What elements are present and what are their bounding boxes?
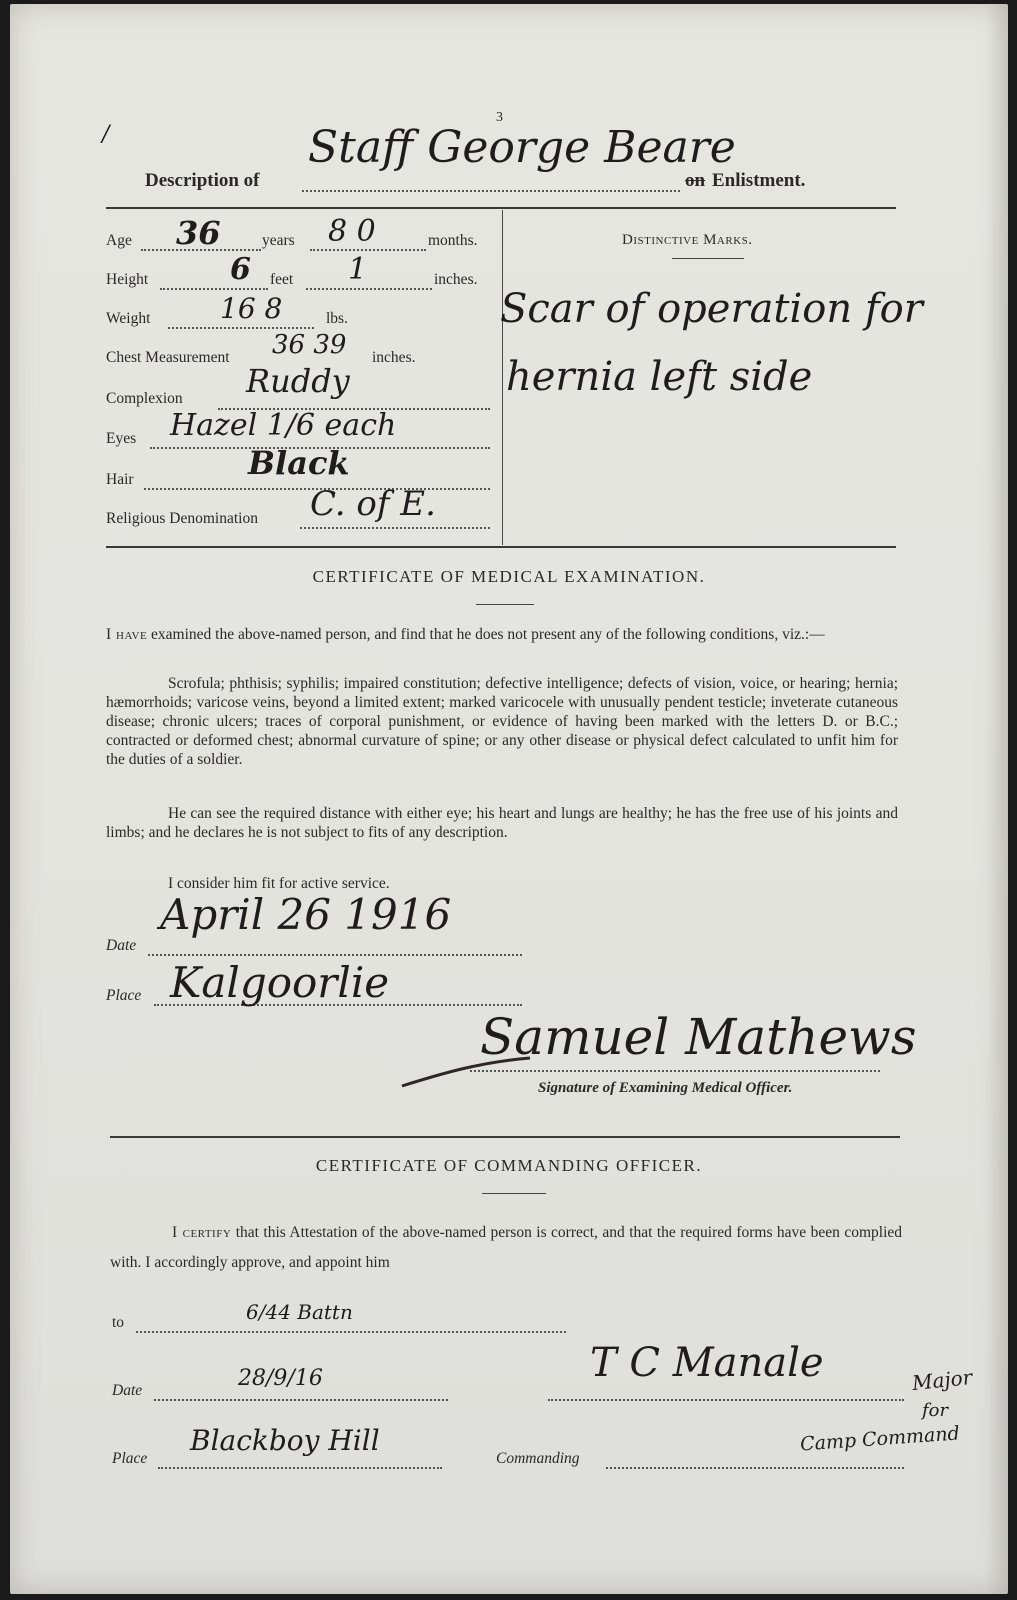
table-divider [502,210,503,545]
eyes-label: Eyes [106,430,137,447]
height-feet-value: 6 [230,252,251,287]
commanding-heading-rule [482,1193,546,1194]
co-rank: Major [910,1364,974,1396]
complexion-label: Complexion [106,390,183,407]
table-bottom-rule [106,546,896,548]
hair-value: Black [248,444,350,482]
medical-place-value: Kalgoorlie [170,958,390,1007]
page-edge [986,4,1008,1594]
medical-place-label: Place [106,987,142,1004]
distinctive-marks-line2: hernia left side [506,354,813,400]
medical-signature-label: Signature of Examining Medical Officer. [538,1080,793,1096]
months-label: months. [428,232,478,249]
table-top-rule [106,207,896,209]
distinctive-marks-underline [672,258,744,259]
medical-fit: I consider him fit for active service. [168,875,390,892]
age-years-value: 36 [176,214,221,252]
title-name: Staff George Beare [308,122,736,173]
medical-conditions: Scrofula; phthisis; syphilis; impaired constitution; defective intelligence; defects of vision, voice, or hearing; hernia; hæmorrhoids; varicose veins, beyond a limited extent; marked varicocele with unusually pendent testicle; inveterate cutaneous disease; chronic ulcers; traces of corporal punishment, or evidence of having been marked with the letters D. or B.C.; contracted or deformed chest; abnormal curvature of spine; or any other disease or physical defect calculated to unfit him for the duties of a soldier. [106,675,898,768]
co-signature: T C Manale [590,1340,824,1386]
age-months-value: 8 0 [328,214,376,249]
chest-label: Chest Measurement [106,349,230,366]
margin-mark: / [102,122,110,147]
weight-label: Weight [106,310,151,327]
commanding-heading: CERTIFICATE OF COMMANDING OFFICER. [315,1156,703,1175]
co-date-label: Date [112,1382,143,1399]
section-separator [110,1136,900,1138]
title-prefix: Description of [145,170,260,191]
medical-ability: He can see the required distance with either eye; his heart and lungs are healthy; he has the free use of his joints and limbs; and he declares he is not subject to fits of any description. [106,805,898,841]
signature-flourish [400,1054,540,1094]
commanding-certify-lead: I certify [172,1224,232,1241]
commanding-label: Commanding [496,1450,580,1467]
medical-intro [106,625,898,644]
height-inches-value: 1 [348,252,368,287]
title-dots [302,190,680,192]
to-value: 6/44 Battn [246,1300,353,1324]
height-label: Height [106,271,149,288]
hair-label: Hair [106,471,134,488]
commanding-certify-text: that this Attestation of the above-named person is correct, and that the required forms have been complied with. I accordingly approve, and appoint him [110,1224,903,1271]
distinctive-marks-line1: Scar of operation for [500,286,923,332]
weight-value: 16 8 [220,292,283,325]
years-label: years [262,232,295,249]
to-label: to [112,1314,125,1331]
religion-label: Religious Denomination [106,510,258,527]
page-number: 3 [496,110,503,125]
feet-label: feet [270,271,294,288]
co-date-value: 28/9/16 [238,1366,323,1391]
eyes-value: Hazel 1/6 each [170,408,397,443]
inches-label: inches. [434,271,478,288]
medical-date-value: April 26 1916 [160,890,452,939]
co-for: for [922,1400,949,1421]
document-page [10,4,1008,1594]
religion-value: C. of E. [310,484,436,524]
co-place-label: Place [112,1450,148,1467]
medical-intro-text: examined the above-named person, and find that he does not present any of the following conditions, viz.:— [151,626,825,643]
paper-shadow [10,4,1008,1594]
commanding-certify [110,1218,902,1278]
title-suffix: Enlistment. [712,170,806,191]
title-struck-word: on [685,170,706,191]
chest-value: 36 39 [272,330,347,360]
medical-date-label: Date [106,937,137,954]
distinctive-marks-heading: Distinctive Marks. [622,232,753,248]
medical-intro-lead: I have [106,626,148,643]
chest-inches-label: inches. [372,349,416,366]
medical-heading: CERTIFICATE OF MEDICAL EXAMINATION. [312,567,706,586]
medical-officer-signature: Samuel Mathews [480,1008,917,1066]
age-label: Age [106,232,132,249]
medical-heading-rule [476,604,534,605]
commanding-value: Camp Command [799,1422,961,1456]
co-place-value: Blackboy Hill [190,1424,380,1457]
lbs-label: lbs. [326,310,348,327]
complexion-value: Ruddy [246,362,350,400]
